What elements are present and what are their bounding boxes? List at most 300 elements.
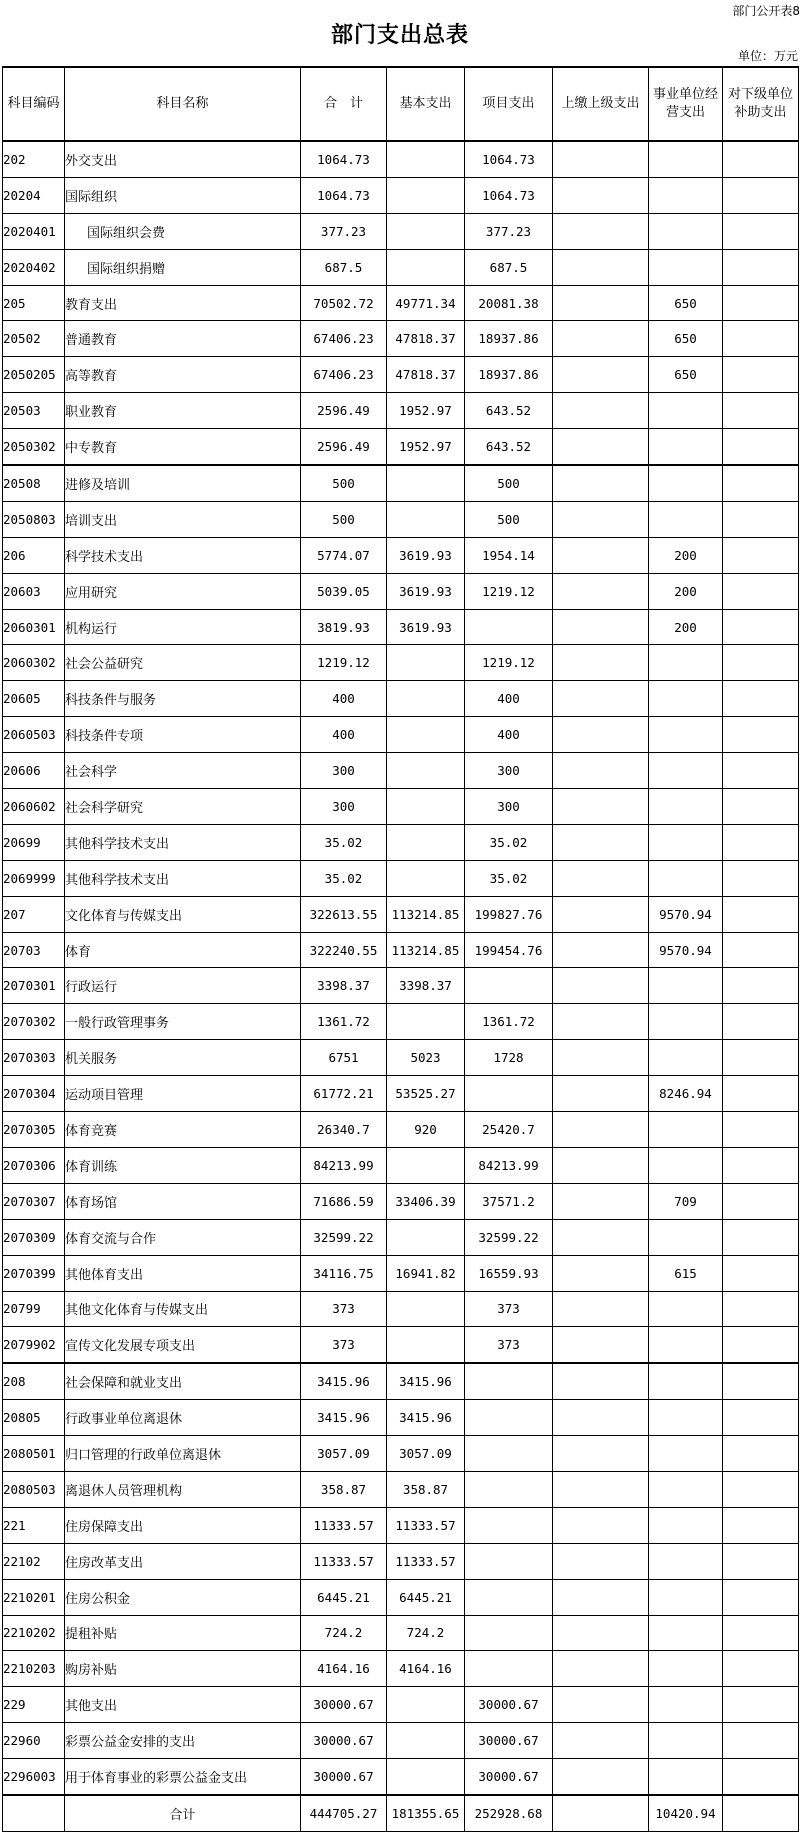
row-name: 教育支出: [65, 285, 301, 321]
row-basic: [387, 249, 465, 285]
row-project: [465, 1471, 553, 1507]
table-row: [3, 1759, 799, 1795]
row-code: 202: [3, 141, 65, 177]
row-code: 2210201: [3, 1579, 65, 1615]
row-code: 20699: [3, 824, 65, 860]
row-project: 199454.76: [465, 932, 553, 968]
row-upper: [553, 1687, 649, 1723]
row-basic: 3415.96: [387, 1400, 465, 1436]
row-code: 20605: [3, 681, 65, 717]
row-total: 2596.49: [301, 429, 387, 465]
row-upper: [553, 645, 649, 681]
row-project: 1064.73: [465, 141, 553, 177]
table-row: [3, 1543, 799, 1579]
table-row: [3, 1255, 799, 1291]
row-upper: [553, 141, 649, 177]
row-upper: [553, 1147, 649, 1183]
row-code: 2070306: [3, 1147, 65, 1183]
row-total: 6751: [301, 1040, 387, 1076]
row-name: 科学技术支出: [65, 537, 301, 573]
row-basic: 1952.97: [387, 393, 465, 429]
row-total: 35.02: [301, 824, 387, 860]
table-row: [3, 1327, 799, 1363]
row-code: 221: [3, 1507, 65, 1543]
table-row: [3, 609, 799, 645]
row-upper: [553, 968, 649, 1004]
row-total: 30000.67: [301, 1723, 387, 1759]
row-code: 205: [3, 285, 65, 321]
row-business: [649, 213, 723, 249]
row-upper: [553, 753, 649, 789]
row-name: 其他科学技术支出: [65, 860, 301, 896]
row-upper: [553, 1436, 649, 1472]
row-business: 9570.94: [649, 896, 723, 932]
row-business: [649, 645, 723, 681]
row-upper: [553, 1507, 649, 1543]
row-subsidy: [723, 645, 799, 681]
row-subsidy: [723, 1112, 799, 1148]
row-code: 22102: [3, 1543, 65, 1579]
row-code: 2070399: [3, 1255, 65, 1291]
expenditure-table: [2, 66, 799, 1832]
row-upper: [553, 1543, 649, 1579]
table-row: [3, 537, 799, 573]
row-name: 体育: [65, 932, 301, 968]
row-total: 400: [301, 681, 387, 717]
row-subsidy: [723, 860, 799, 896]
row-project: 35.02: [465, 860, 553, 896]
total-sum: 444705.27: [301, 1795, 387, 1831]
row-total: 300: [301, 789, 387, 825]
row-business: 615: [649, 1255, 723, 1291]
row-total: 724.2: [301, 1615, 387, 1651]
table-row: [3, 501, 799, 537]
row-business: [649, 1327, 723, 1363]
table-row: [3, 1219, 799, 1255]
row-name: 社会保障和就业支出: [65, 1363, 301, 1399]
table-row: [3, 789, 799, 825]
row-upper: [553, 1615, 649, 1651]
table-row: [3, 1076, 799, 1112]
row-business: 650: [649, 357, 723, 393]
row-subsidy: [723, 177, 799, 213]
row-business: [649, 1040, 723, 1076]
row-upper: [553, 1651, 649, 1687]
row-basic: 11333.57: [387, 1543, 465, 1579]
row-subsidy: [723, 429, 799, 465]
table-row: [3, 285, 799, 321]
row-code: 2020401: [3, 213, 65, 249]
row-upper: [553, 249, 649, 285]
col-header-name: 科目名称: [65, 67, 301, 141]
row-name: 离退休人员管理机构: [65, 1471, 301, 1507]
row-basic: [387, 1004, 465, 1040]
row-project: 377.23: [465, 213, 553, 249]
row-upper: [553, 824, 649, 860]
row-business: [649, 1507, 723, 1543]
row-subsidy: [723, 1759, 799, 1795]
row-project: 1954.14: [465, 537, 553, 573]
total-label: 合计: [65, 1795, 301, 1831]
row-basic: [387, 860, 465, 896]
row-name: 机关服务: [65, 1040, 301, 1076]
row-basic: [387, 501, 465, 537]
table-row: [3, 1615, 799, 1651]
row-total: 5774.07: [301, 537, 387, 573]
row-project: [465, 609, 553, 645]
row-business: [649, 429, 723, 465]
row-project: [465, 1579, 553, 1615]
row-name: 普通教育: [65, 321, 301, 357]
row-subsidy: [723, 1363, 799, 1399]
row-project: 300: [465, 789, 553, 825]
row-business: [649, 717, 723, 753]
row-total: 1219.12: [301, 645, 387, 681]
row-basic: 3619.93: [387, 573, 465, 609]
row-total: 61772.21: [301, 1076, 387, 1112]
row-business: [649, 860, 723, 896]
row-business: [649, 1147, 723, 1183]
row-code: 20502: [3, 321, 65, 357]
row-subsidy: [723, 753, 799, 789]
row-basic: [387, 465, 465, 501]
table-row: [3, 393, 799, 429]
row-total: 71686.59: [301, 1183, 387, 1219]
row-subsidy: [723, 537, 799, 573]
row-subsidy: [723, 465, 799, 501]
row-name: 社会科学研究: [65, 789, 301, 825]
row-total: 84213.99: [301, 1147, 387, 1183]
row-upper: [553, 789, 649, 825]
row-basic: 47818.37: [387, 321, 465, 357]
row-business: [649, 465, 723, 501]
row-code: 2070304: [3, 1076, 65, 1112]
row-basic: [387, 177, 465, 213]
total-upper: [553, 1795, 649, 1831]
row-subsidy: [723, 1400, 799, 1436]
row-project: 20081.38: [465, 285, 553, 321]
row-subsidy: [723, 1327, 799, 1363]
row-name: 一般行政管理事务: [65, 1004, 301, 1040]
row-total: 11333.57: [301, 1543, 387, 1579]
row-upper: [553, 1363, 649, 1399]
row-name: 体育训练: [65, 1147, 301, 1183]
row-business: [649, 393, 723, 429]
row-name: 用于体育事业的彩票公益金支出: [65, 1759, 301, 1795]
row-code: 2050302: [3, 429, 65, 465]
row-subsidy: [723, 213, 799, 249]
row-upper: [553, 1004, 649, 1040]
row-business: [649, 1579, 723, 1615]
row-name: 行政事业单位离退休: [65, 1400, 301, 1436]
row-name: 提租补贴: [65, 1615, 301, 1651]
row-subsidy: [723, 141, 799, 177]
row-total: 26340.7: [301, 1112, 387, 1148]
row-code: 20799: [3, 1291, 65, 1327]
row-subsidy: [723, 1687, 799, 1723]
row-project: 18937.86: [465, 321, 553, 357]
table-row: [3, 1579, 799, 1615]
table-row: [3, 1651, 799, 1687]
table-row: [3, 177, 799, 213]
row-upper: [553, 357, 649, 393]
row-subsidy: [723, 1255, 799, 1291]
row-business: [649, 1400, 723, 1436]
row-project: 18937.86: [465, 357, 553, 393]
row-upper: [553, 501, 649, 537]
row-name: 体育竞赛: [65, 1112, 301, 1148]
row-business: [649, 968, 723, 1004]
row-subsidy: [723, 1219, 799, 1255]
row-basic: 3057.09: [387, 1436, 465, 1472]
table-row: [3, 1687, 799, 1723]
row-business: 650: [649, 321, 723, 357]
row-basic: [387, 1291, 465, 1327]
table-row: [3, 1723, 799, 1759]
table-row: [3, 249, 799, 285]
row-business: [649, 1112, 723, 1148]
row-code: 208: [3, 1363, 65, 1399]
row-name: 其他文化体育与传媒支出: [65, 1291, 301, 1327]
row-business: [649, 1687, 723, 1723]
table-row: [3, 429, 799, 465]
row-code: 229: [3, 1687, 65, 1723]
row-business: [649, 1723, 723, 1759]
row-project: 1219.12: [465, 645, 553, 681]
row-name: 体育交流与合作: [65, 1219, 301, 1255]
row-total: 67406.23: [301, 357, 387, 393]
row-total: 1064.73: [301, 141, 387, 177]
row-project: 35.02: [465, 824, 553, 860]
row-name: 中专教育: [65, 429, 301, 465]
row-name: 归口管理的行政单位离退休: [65, 1436, 301, 1472]
row-subsidy: [723, 932, 799, 968]
row-business: [649, 1651, 723, 1687]
row-upper: [553, 573, 649, 609]
row-subsidy: [723, 1507, 799, 1543]
row-code: 22960: [3, 1723, 65, 1759]
table-row: [3, 321, 799, 357]
total-code-cell: [3, 1795, 65, 1831]
row-upper: [553, 429, 649, 465]
row-subsidy: [723, 1651, 799, 1687]
row-business: [649, 1471, 723, 1507]
row-project: 1219.12: [465, 573, 553, 609]
row-project: 373: [465, 1327, 553, 1363]
row-subsidy: [723, 1615, 799, 1651]
row-upper: [553, 1471, 649, 1507]
page-title: 部门支出总表: [330, 23, 469, 48]
row-name: 住房公积金: [65, 1579, 301, 1615]
row-name: 外交支出: [65, 141, 301, 177]
row-code: 2070305: [3, 1112, 65, 1148]
row-code: 20805: [3, 1400, 65, 1436]
row-name: 行政运行: [65, 968, 301, 1004]
row-basic: 33406.39: [387, 1183, 465, 1219]
row-business: [649, 141, 723, 177]
table-row: [3, 824, 799, 860]
row-basic: 5023: [387, 1040, 465, 1076]
row-name: 购房补贴: [65, 1651, 301, 1687]
row-business: [649, 824, 723, 860]
row-project: 500: [465, 465, 553, 501]
row-code: 2020402: [3, 249, 65, 285]
row-name: 其他科学技术支出: [65, 824, 301, 860]
row-subsidy: [723, 1076, 799, 1112]
row-business: 200: [649, 537, 723, 573]
row-subsidy: [723, 896, 799, 932]
row-code: 2060301: [3, 609, 65, 645]
row-total: 373: [301, 1327, 387, 1363]
row-name: 进修及培训: [65, 465, 301, 501]
row-name: 机构运行: [65, 609, 301, 645]
row-project: [465, 1615, 553, 1651]
row-code: 2069999: [3, 860, 65, 896]
table-row: [3, 213, 799, 249]
row-total: 6445.21: [301, 1579, 387, 1615]
row-business: 200: [649, 573, 723, 609]
row-project: 25420.7: [465, 1112, 553, 1148]
row-code: 20606: [3, 753, 65, 789]
row-code: 2070302: [3, 1004, 65, 1040]
row-upper: [553, 393, 649, 429]
row-name: 其他体育支出: [65, 1255, 301, 1291]
row-project: [465, 1363, 553, 1399]
row-business: 8246.94: [649, 1076, 723, 1112]
row-business: [649, 681, 723, 717]
row-subsidy: [723, 1183, 799, 1219]
row-subsidy: [723, 1291, 799, 1327]
row-total: 3415.96: [301, 1400, 387, 1436]
row-upper: [553, 1076, 649, 1112]
table-row: [3, 1471, 799, 1507]
row-basic: 3619.93: [387, 537, 465, 573]
table-row: [3, 717, 799, 753]
row-business: [649, 1436, 723, 1472]
row-project: 1064.73: [465, 177, 553, 213]
table-row: [3, 573, 799, 609]
row-code: 2070303: [3, 1040, 65, 1076]
row-name: 体育场馆: [65, 1183, 301, 1219]
row-code: 2050803: [3, 501, 65, 537]
row-name: 培训支出: [65, 501, 301, 537]
table-row: [3, 1363, 799, 1399]
row-total: 400: [301, 717, 387, 753]
total-subsidy: [723, 1795, 799, 1831]
row-code: 2080501: [3, 1436, 65, 1472]
row-code: 2060602: [3, 789, 65, 825]
row-business: [649, 1363, 723, 1399]
row-name: 运动项目管理: [65, 1076, 301, 1112]
row-total: 67406.23: [301, 321, 387, 357]
row-code: 20603: [3, 573, 65, 609]
row-name: 职业教育: [65, 393, 301, 429]
row-basic: [387, 1327, 465, 1363]
row-total: 358.87: [301, 1471, 387, 1507]
table-row: [3, 141, 799, 177]
row-subsidy: [723, 249, 799, 285]
row-subsidy: [723, 681, 799, 717]
row-business: [649, 753, 723, 789]
row-subsidy: [723, 357, 799, 393]
row-subsidy: [723, 1471, 799, 1507]
row-subsidy: [723, 789, 799, 825]
row-name: 社会科学: [65, 753, 301, 789]
row-basic: 53525.27: [387, 1076, 465, 1112]
row-project: [465, 968, 553, 1004]
row-upper: [553, 1040, 649, 1076]
row-name: 社会公益研究: [65, 645, 301, 681]
row-basic: 3619.93: [387, 609, 465, 645]
row-upper: [553, 860, 649, 896]
row-total: 34116.75: [301, 1255, 387, 1291]
row-basic: [387, 141, 465, 177]
row-code: 2210202: [3, 1615, 65, 1651]
row-upper: [553, 321, 649, 357]
row-project: 37571.2: [465, 1183, 553, 1219]
row-total: 500: [301, 465, 387, 501]
row-code: 206: [3, 537, 65, 573]
row-basic: 49771.34: [387, 285, 465, 321]
row-upper: [553, 1400, 649, 1436]
row-basic: 1952.97: [387, 429, 465, 465]
row-name: 应用研究: [65, 573, 301, 609]
total-business: 10420.94: [649, 1795, 723, 1831]
row-business: 709: [649, 1183, 723, 1219]
row-project: 16559.93: [465, 1255, 553, 1291]
row-basic: 11333.57: [387, 1507, 465, 1543]
row-subsidy: [723, 824, 799, 860]
row-name: 文化体育与传媒支出: [65, 896, 301, 932]
row-total: 373: [301, 1291, 387, 1327]
row-name: 高等教育: [65, 357, 301, 393]
table-row: [3, 860, 799, 896]
form-number: 部门公开表8: [732, 4, 800, 18]
row-name: 国际组织: [65, 177, 301, 213]
row-basic: 4164.16: [387, 1651, 465, 1687]
row-code: 20703: [3, 932, 65, 968]
row-project: 84213.99: [465, 1147, 553, 1183]
row-basic: 358.87: [387, 1471, 465, 1507]
row-basic: 724.2: [387, 1615, 465, 1651]
row-basic: 113214.85: [387, 896, 465, 932]
row-total: 2596.49: [301, 393, 387, 429]
row-subsidy: [723, 1723, 799, 1759]
row-project: 687.5: [465, 249, 553, 285]
row-basic: 16941.82: [387, 1255, 465, 1291]
row-basic: [387, 645, 465, 681]
row-upper: [553, 932, 649, 968]
row-basic: 920: [387, 1112, 465, 1148]
table-body: [3, 141, 799, 1795]
col-header-subsidy: 对下级单位补助支出: [723, 67, 799, 141]
row-upper: [553, 1759, 649, 1795]
row-business: [649, 501, 723, 537]
row-name: 住房改革支出: [65, 1543, 301, 1579]
table-row: [3, 1183, 799, 1219]
row-total: 1064.73: [301, 177, 387, 213]
row-basic: 3415.96: [387, 1363, 465, 1399]
row-name: 住房保障支出: [65, 1507, 301, 1543]
row-code: 2070307: [3, 1183, 65, 1219]
row-name: 宣传文化发展专项支出: [65, 1327, 301, 1363]
row-project: 30000.67: [465, 1759, 553, 1795]
row-upper: [553, 717, 649, 753]
row-basic: [387, 1759, 465, 1795]
row-upper: [553, 177, 649, 213]
row-name: 彩票公益金安排的支出: [65, 1723, 301, 1759]
row-upper: [553, 609, 649, 645]
